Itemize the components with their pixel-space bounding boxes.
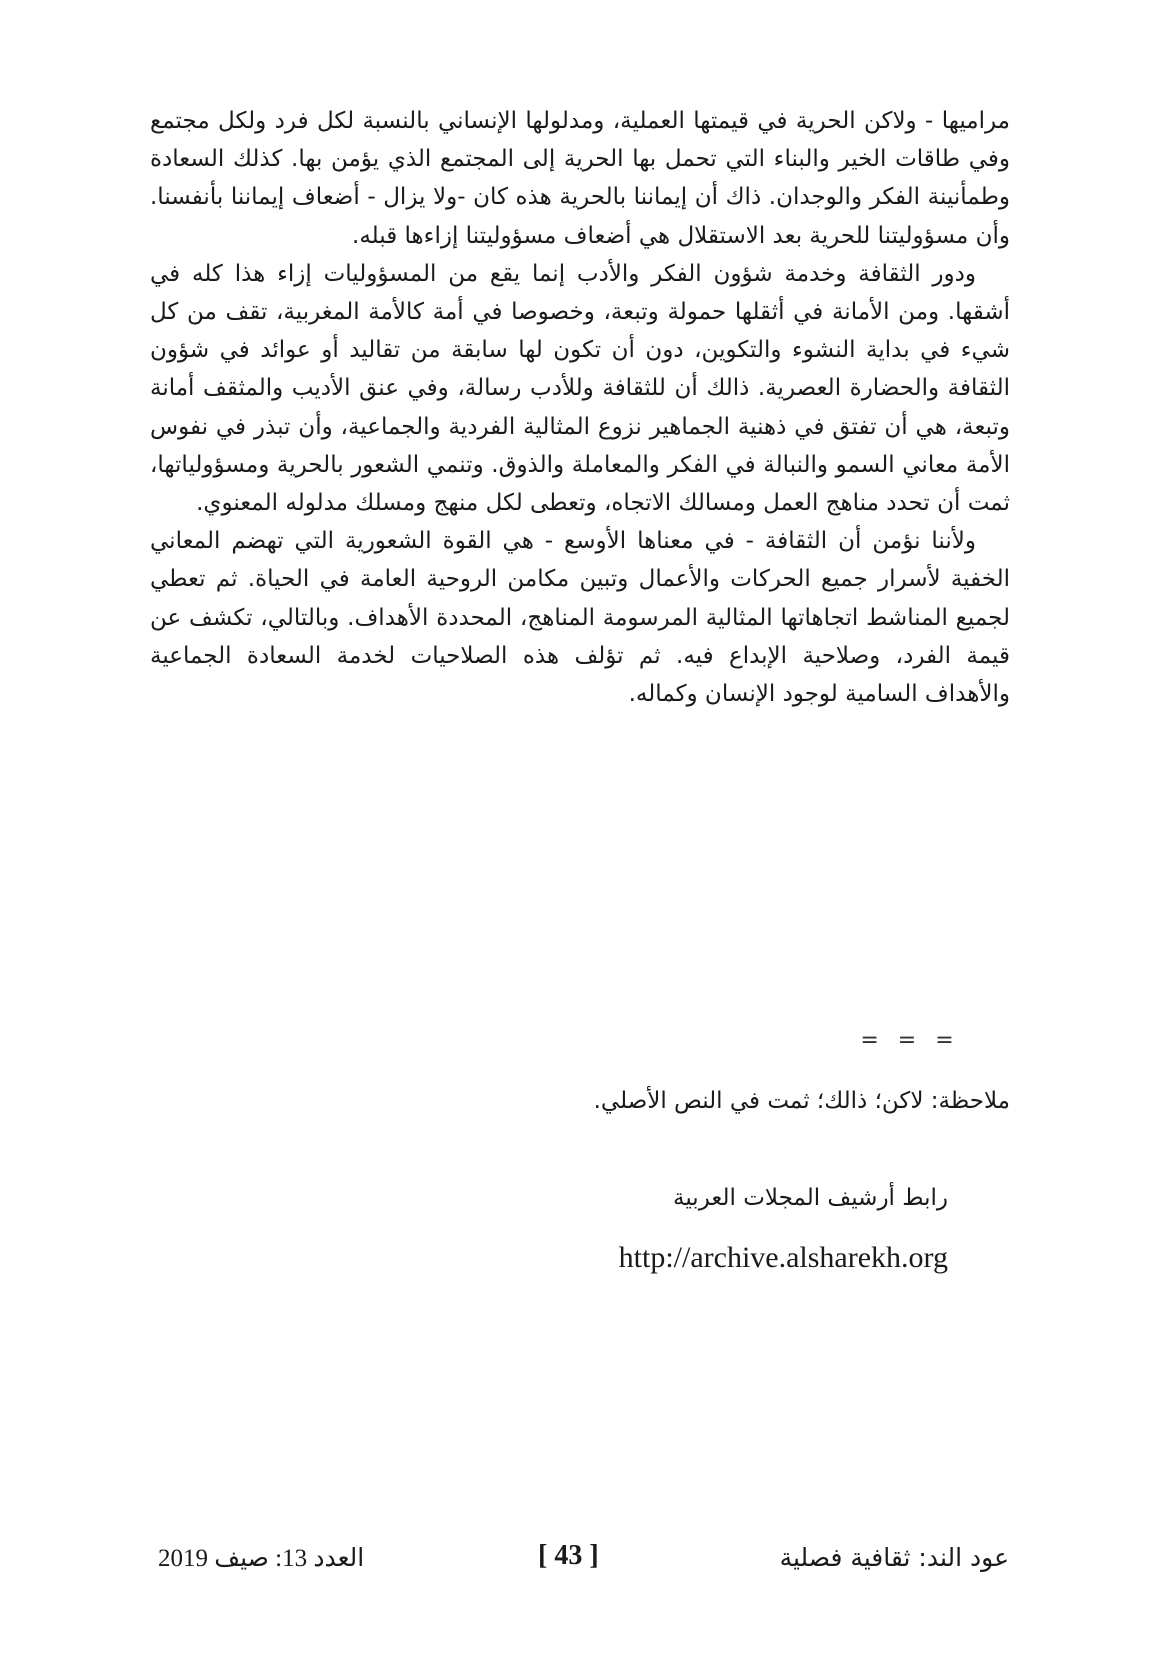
paragraph-3: ولأننا نؤمن أن الثقافة - في معناها الأوسع - هي القوة الشعورية التي تهضم المعاني الخفية لأسرار جميع الحركات والأعمال وتبين مكامن الروحية العامة في الحياة. ثم تعطي لجميع المناشط اتجاهاتها المثالية المرسومة المناهج، المحددة الأهداف. وبالتالي، تكشف عن قيمة الفرد، وصلاحية الإبداع فيه. ثم تؤلف هذه الصلاحيات لخدمة السعادة الجماعية والأهداف السامية لوجود الإنسان وكماله. [150,528,1010,708]
section-separator: = = = [860,1028,960,1053]
footer-magazine-title: عود الند: ثقافية فصلية [779,1543,1009,1572]
paragraph-2: ودور الثقافة وخدمة شؤون الفكر والأدب إنما يقع من المسؤوليات إزاء هذا كله في أشقها. ومن الأمانة في أثقلها حمولة وتبعة، وخصوصا في أمة كالأمة المغربية، تقف من كل شيء في بداية النشوء والتكوين، دون أن تكون لها سابقة من تقاليد أو عوائد في شؤون الثقافة والحضارة العصرية. ذالك أن للثقافة وللأدب رسالة، وفي عنق الأديب والمثقف أمانة وتبعة، هي أن تفتق في ذهنية الجماهير نزوع المثالية الفردية والجماعية، وأن تبذر في نفوس الأمة معاني السمو والنبالة في الفكر والمعاملة والذوق. وتنمي الشعور بالحرية ومسؤولياتها، ثمت أن تحدد مناهج العمل ومسالك الاتجاه، وتعطى لكل منهج ومسلك مدلوله المعنوي. [150,260,1010,517]
footer-page-number: [ 43 ] [538,1540,599,1571]
archive-link-label: رابط أرشيف المجلات العربية [673,1185,948,1211]
editor-note: ملاحظة: لاكن؛ ذالك؛ ثمت في النص الأصلي. [593,1088,1010,1114]
article-body [150,102,1010,713]
footer-issue-info: العدد 13: صيف 2019 [158,1545,365,1572]
paragraph-1: مراميها - ولاكن الحرية في قيمتها العملية، ومدلولها الإنساني بالنسبة لكل فرد ولكل مجتمع وفي طاقات الخير والبناء التي تحمل بها الحرية إلى المجتمع الذي يؤمن بها. كذلك السعادة وطمأنينة الفكر والوجدان. ذاك أن إيماننا بالحرية هذه كان -ولا يزال - أضعاف إيماننا بأنفسنا. وأن مسؤوليتنا للحرية بعد الاستقلال هي أضعاف مسؤوليتنا إزاءها قبله. [150,108,1010,249]
archive-link-url[interactable]: http://archive.alsharekh.org [618,1241,948,1274]
